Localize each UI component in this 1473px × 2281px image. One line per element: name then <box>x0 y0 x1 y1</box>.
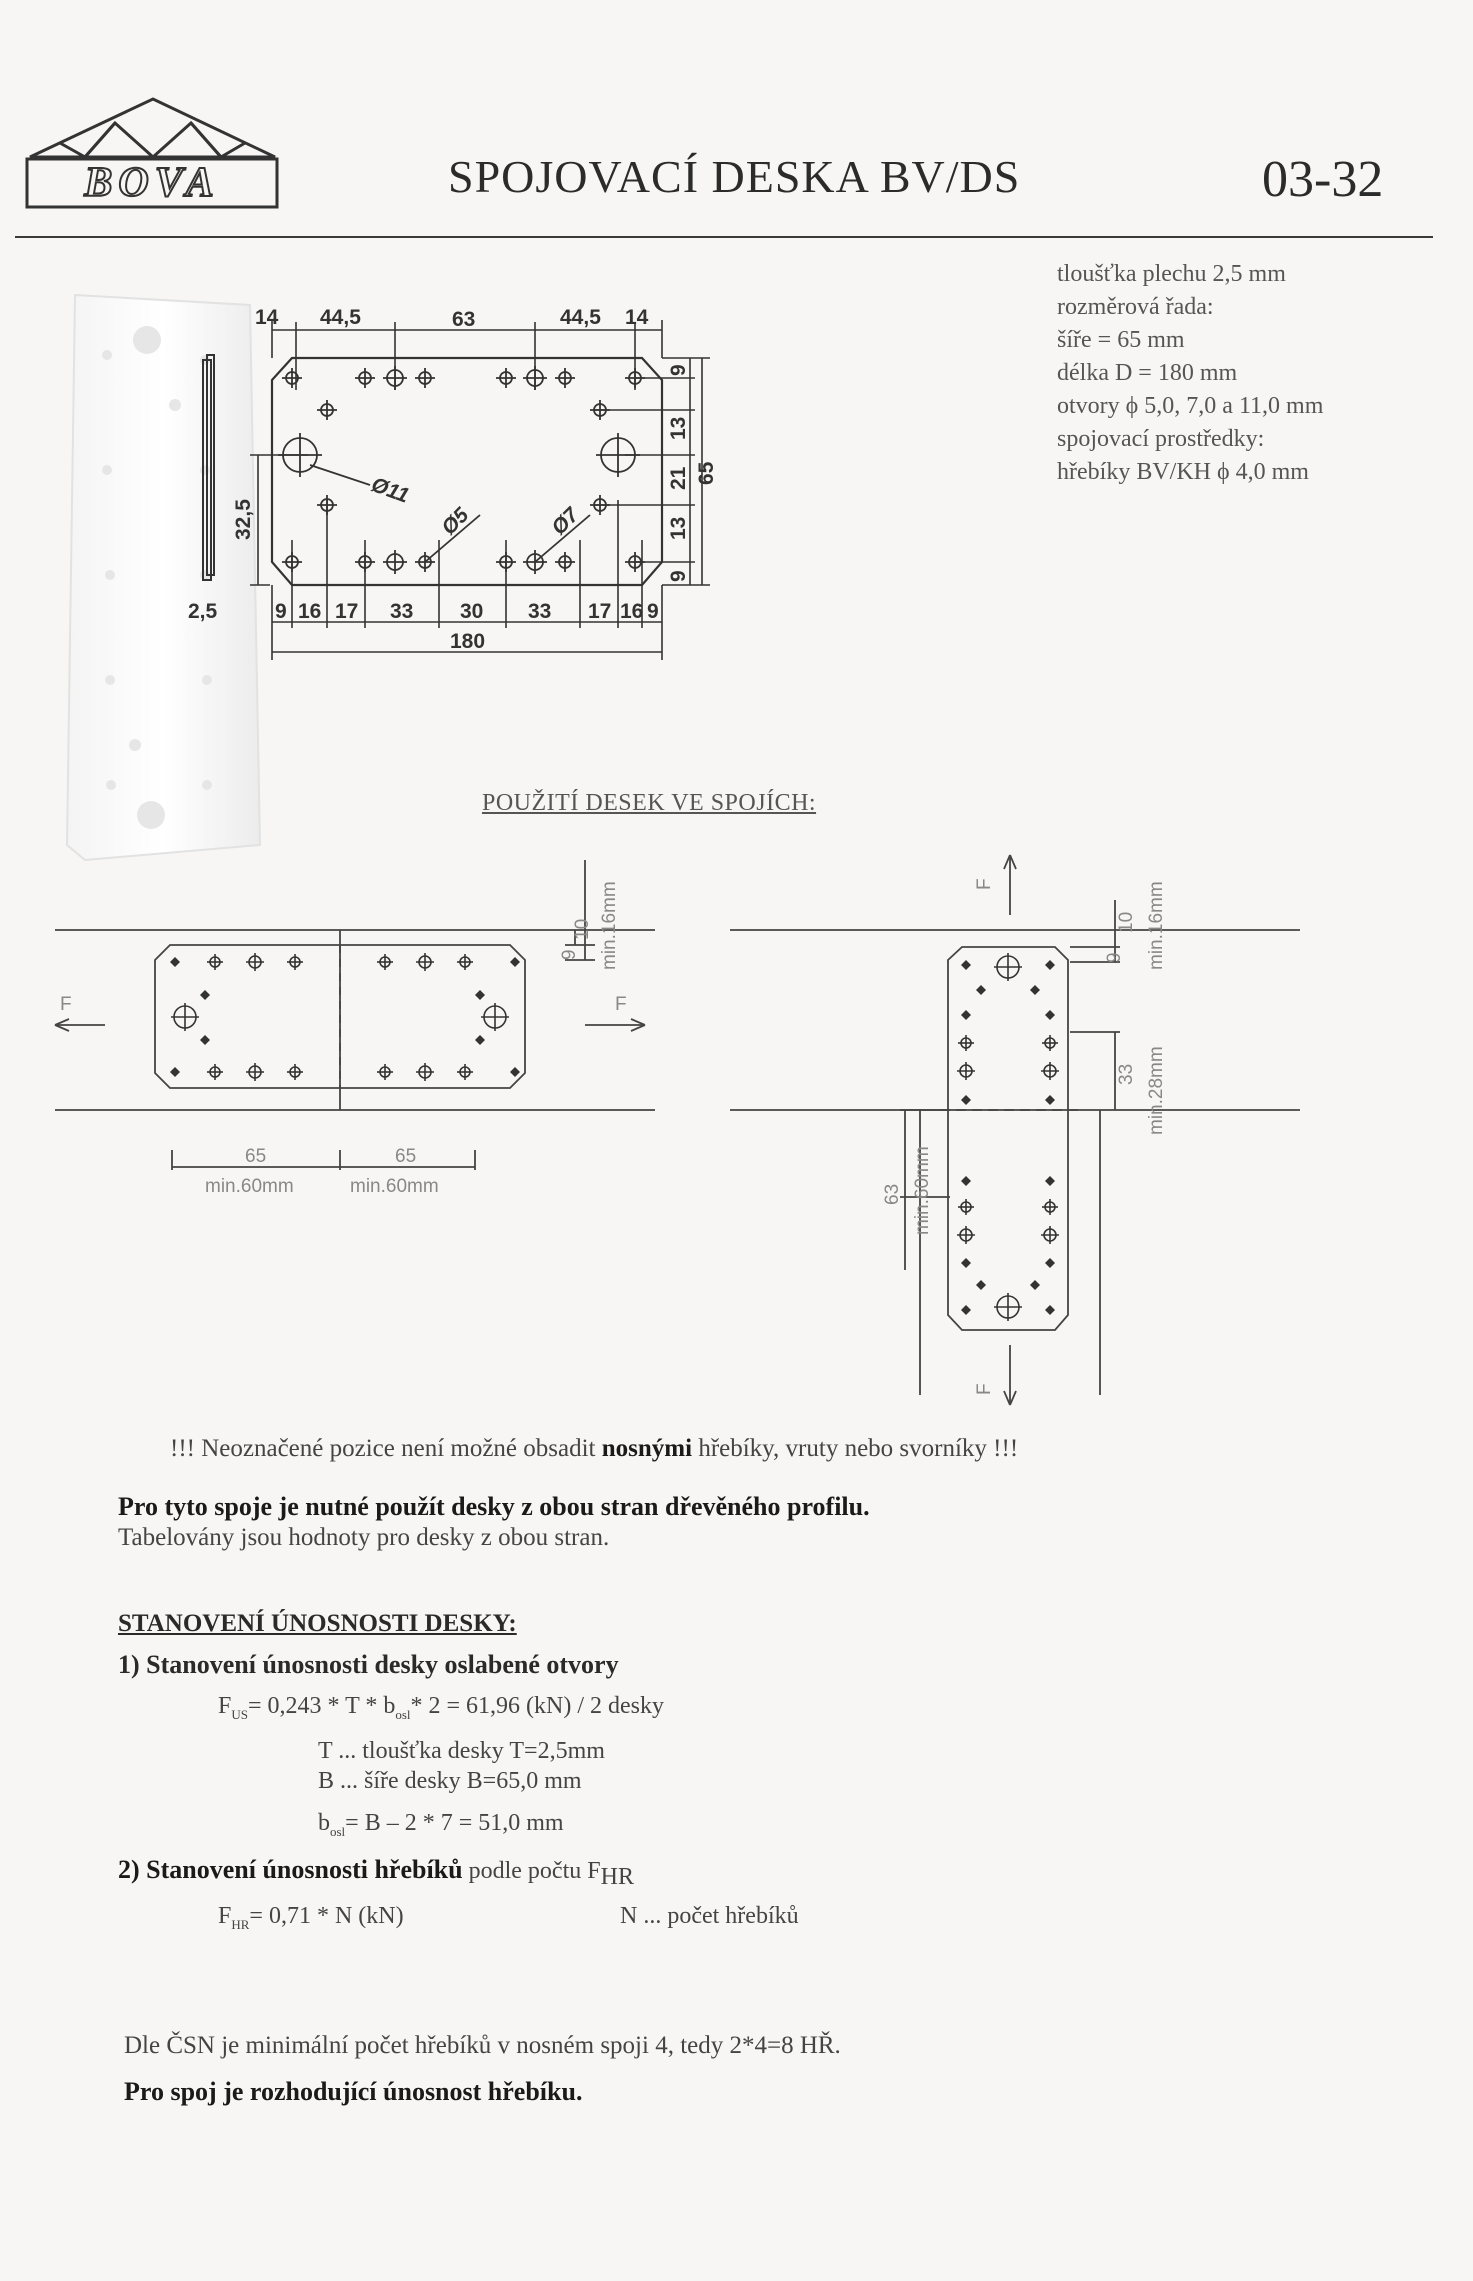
formula-fhr <box>218 1903 404 1933</box>
dim-right-3: 13 <box>667 516 690 540</box>
formula-subscript: osl <box>330 1823 346 1839</box>
min-16mm-label: min.16mm <box>599 881 620 970</box>
dim-bottom-2: 17 <box>335 600 359 623</box>
dim-top-1: 44,5 <box>320 306 361 329</box>
formula-subscript: osl <box>395 1706 411 1722</box>
spec-line: hřebíky BV/KH ϕ 4,0 mm <box>1057 459 1309 485</box>
dim-bottom-5: 33 <box>528 600 552 623</box>
formula-subscript: HR <box>231 1916 250 1932</box>
force-label-top: F <box>974 878 995 890</box>
spec-line: šíře = 65 mm <box>1057 327 1185 353</box>
force-label-right: F <box>615 994 627 1015</box>
dim-bottom-7: 16 <box>620 600 644 623</box>
warning-bold: nosnými <box>601 1435 693 1462</box>
spec-line: rozměrová řada: <box>1057 294 1214 320</box>
hole-label-7: Ø7 <box>547 503 584 540</box>
dim-bottom-3: 33 <box>390 600 414 623</box>
usage-diagram-horizontal <box>55 860 655 1270</box>
step-1-heading: 1) Stanovení únosnosti desky oslabené otvory <box>118 1650 619 1679</box>
formula-part: * 2 = 61,96 (kN) / 2 desky <box>410 1693 664 1719</box>
dim-left-half-width: 32,5 <box>232 499 255 540</box>
formula-bosl <box>318 1810 564 1840</box>
page-title: SPOJOVACÍ DESKA BV/DS <box>448 151 1021 202</box>
min-60mm-left: min.60mm <box>205 1176 294 1197</box>
variable-t: T ... tloušťka desky T=2,5mm <box>318 1738 605 1764</box>
force-label-left: F <box>60 994 72 1015</box>
warning-text <box>170 1435 1018 1463</box>
dim-65-right: 65 <box>395 1146 417 1167</box>
hole-label-11: Ø11 <box>368 473 412 508</box>
dim-right-1: 13 <box>667 416 690 440</box>
section-heading: STANOVENÍ ÚNOSNOSTI DESKY: <box>118 1610 517 1637</box>
formula-symbol: b <box>318 1810 330 1836</box>
dim-thickness: 2,5 <box>188 600 218 623</box>
min-60mm-label: min.60mm <box>912 1146 933 1235</box>
note-both-sides: Pro tyto spoje je nutné použít desky z obou stran dřevěného profilu. <box>118 1492 870 1521</box>
spec-line: délka D = 180 mm <box>1057 360 1238 386</box>
min-60mm-right: min.60mm <box>350 1176 439 1197</box>
dim-bottom-6: 17 <box>588 600 612 623</box>
formula-symbol: F <box>218 1693 232 1719</box>
formula-part: = 0,71 * N (kN) <box>249 1903 404 1929</box>
document-code: 03-32 <box>1262 151 1384 208</box>
formula-subscript: HR <box>600 1864 634 1891</box>
spec-line: tloušťka plechu 2,5 mm <box>1057 261 1286 287</box>
warning-post: hřebíky, vruty nebo svorníky !!! <box>692 1435 1019 1462</box>
plate-outline <box>188 300 1050 670</box>
min-28mm-label: min.28mm <box>1146 1046 1167 1135</box>
dim-top-0: 14 <box>255 306 279 329</box>
plate-side-view <box>185 355 275 630</box>
dim-top-2: 63 <box>452 308 476 331</box>
dim-bottom-8: 9 <box>647 600 659 623</box>
spec-line: otvory ϕ 5,0, 7,0 a 11,0 mm <box>1057 393 1324 419</box>
dim-total-length: 180 <box>450 630 486 653</box>
specification-block <box>1057 258 1323 489</box>
dim-65-left: 65 <box>245 1146 267 1167</box>
variable-n: N ... počet hřebíků <box>620 1903 799 1929</box>
step-2-rest: podle počtu F <box>462 1858 601 1884</box>
formula-part: = 0,243 * T * b <box>247 1693 396 1719</box>
step-2-heading <box>118 1855 634 1891</box>
dim-right-2: 21 <box>667 466 690 490</box>
usage-heading: POUŽITÍ DESEK VE SPOJÍCH: <box>482 790 817 816</box>
header-divider <box>15 236 1433 238</box>
warning-pre: !!! Neoznačené pozice není možné obsadit <box>170 1435 602 1462</box>
note-tabulated: Tabelovány jsou hodnoty pro desky z obou stran. <box>118 1524 610 1551</box>
dim-9: 9 <box>1104 952 1125 963</box>
usage-diagram-vertical <box>700 835 1350 1425</box>
formula-subscript: US <box>231 1706 248 1722</box>
dim-9: 9 <box>559 949 580 960</box>
spec-line: spojovací prostředky: <box>1057 426 1265 452</box>
dim-bottom-4: 30 <box>460 600 484 623</box>
dim-10: 10 <box>572 918 593 940</box>
formula-part: = B – 2 * 7 = 51,0 mm <box>345 1810 564 1836</box>
conclusion: Pro spoj je rozhodující únosnost hřebíku. <box>124 2077 583 2106</box>
dim-bottom-1: 16 <box>298 600 322 623</box>
dim-right-0: 9 <box>667 364 690 376</box>
dim-total-width: 65 <box>695 461 718 485</box>
dim-bottom-0: 9 <box>275 600 287 623</box>
csn-note: Dle ČSN je minimální počet hřebíků v nosném spoji 4, tedy 2*4=8 HŘ. <box>124 2032 841 2059</box>
dim-33: 33 <box>1116 1063 1137 1085</box>
min-16mm-label: min.16mm <box>1146 881 1167 970</box>
svg-text:BOVA: BOVA <box>84 160 220 206</box>
hole-label-5: Ø5 <box>437 503 474 540</box>
variable-b: B ... šíře desky B=65,0 mm <box>318 1768 582 1794</box>
step-2-bold: 2) Stanovení únosnosti hřebíků <box>118 1855 463 1884</box>
formula-symbol: F <box>218 1903 232 1929</box>
bova-logo <box>25 95 280 210</box>
formula-fus <box>218 1693 664 1723</box>
dim-10: 10 <box>1116 911 1137 933</box>
dim-top-3: 44,5 <box>560 306 601 329</box>
dim-right-4: 9 <box>667 570 690 582</box>
dim-63: 63 <box>882 1183 903 1205</box>
dim-top-4: 14 <box>625 306 649 329</box>
force-label-bottom: F <box>974 1383 995 1395</box>
